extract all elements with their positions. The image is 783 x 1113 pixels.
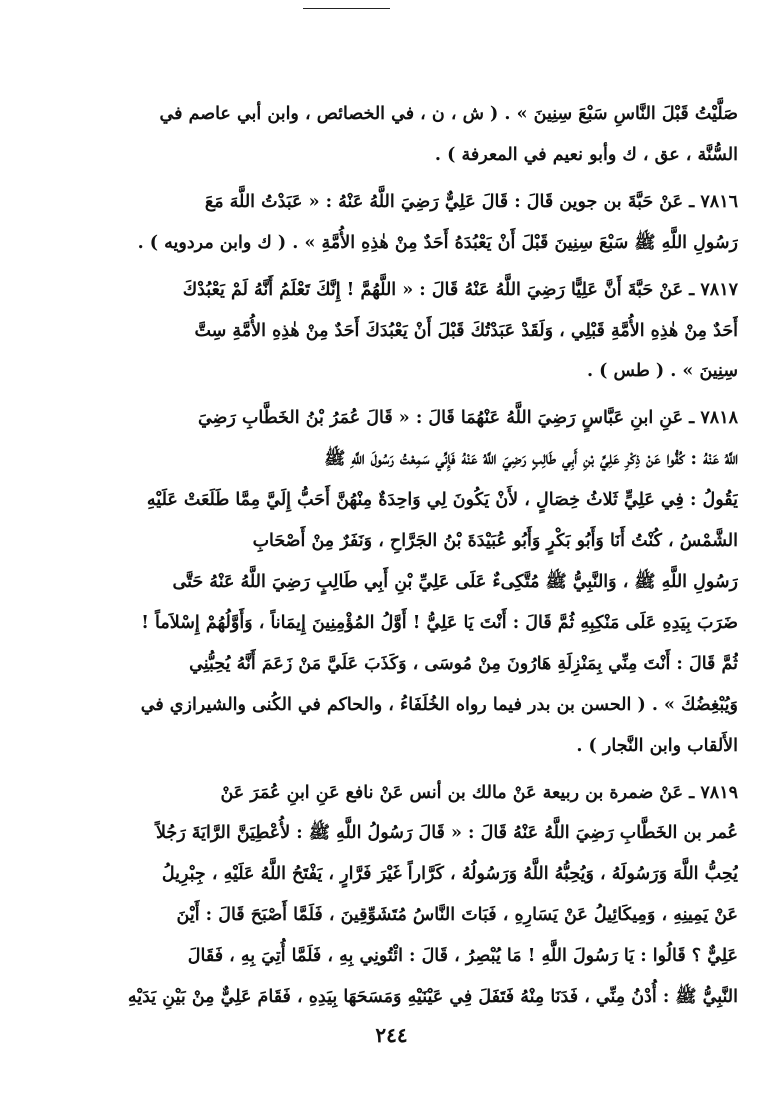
text-line: رَسُولِ اللَّهِ ﷺ سَبْعَ سِنِينَ قَبْلَ أَنْ يَعْبُدَهُ أَحَدٌ مِنْ هٰذِهِ الأُمَّةِ » . ( ك وابن مردويه ) . — [137, 232, 738, 253]
text-line: الشَّمْسُ ، كُنْتُ أَنَا وَأَبُو بَكْرٍ وَأَبُو عُبَيْدَةَ بْنُ الجَرَّاحِ ، وَنَفَرٌ مِنْ أَصْحَابِ — [252, 531, 738, 552]
text-line: يُحِبُّ اللَّهَ وَرَسُولَهُ ، وَيُحِبُّهُ اللَّهُ وَرَسُولُهُ ، كَرَّاراً غَيْرَ فَرَّارٍ ، يَفْتَحُ اللَّهُ عَلَيْهِ ، جِبْرِيلُ — [161, 864, 738, 885]
page-text — [44, 94, 738, 1018]
text-line: سِنِينَ » . ( طس ) . — [586, 361, 738, 382]
hadith-7817 — [44, 270, 738, 393]
text-line: صَلَّيْتُ قَبْلَ النَّاسِ سَبْعَ سِنِينَ » . ( ش ، ن ، في الخصائص ، وابن أبي عاصم في — [159, 104, 738, 124]
text-line: ٧٨١٧ ـ عَنْ حَبَّةَ أَنَّ عَلِيًّا رَضِيَ اللَّهُ عَنْهُ قَالَ : « اللَّهُمَّ ! إِنَّكَ تَعْلَمُ أَنَّهُ لَمْ يَعْبُدْكَ — [182, 279, 738, 300]
hadith-7816 — [44, 182, 738, 264]
text-line: النَّبِيُّ ﷺ : أُدْنُ مِنِّي ، فَدَنَا مِنْهُ فَتَفَلَ فِي عَيْنَيْهِ وَمَسَحَهَا بِيَدِهِ ، فَقَامَ عَلِيٌّ مِنْ بَيْنِ يَدَيْهِ — [127, 987, 738, 1008]
text-line: رَسُولِ اللَّهِ ﷺ ، وَالنَّبِيُّ ﷺ مُتَّكِىءٌ عَلَى عَلِيِّ بْنِ أَبِي طَالِبٍ رَضِيَ اللَّهُ عَنْهُ حَتَّى — [172, 571, 738, 592]
text-line: ٧٨١٦ ـ عَنْ حَبَّةَ بن جوين قَالَ : قَالَ عَلِيٌّ رَضِيَ اللَّهُ عَنْهُ : « عَبَدْتُ اللَّهَ مَعَ — [204, 191, 738, 212]
text-line: أَحَدٌ مِنْ هٰذِهِ الأُمَّةِ قَبْلِي ، وَلَقَدْ عَبَدْتُكَ قَبْلَ أَنْ يَعْبُدَكَ أَحَدٌ مِنْ هٰذِهِ الأُمَّةِ سِتَّ — [194, 320, 738, 341]
text-line: الأَلقاب وابن النَّجار ) . — [576, 735, 738, 756]
hadith-7818 — [44, 398, 738, 766]
text-line: عُمر بن الخَطَّابِ رَضِيَ اللَّهُ عَنْهُ قَالَ : « قَالَ رَسُولُ اللَّهِ ﷺ : لأُعْطِيَنَّ الرَّايَةَ رَجُلاً — [155, 823, 738, 844]
text-line: ثُمَّ قَالَ : أَنْتَ مِنِّي بِمَنْزِلَةِ هَارُونَ مِنْ مُوسَى ، وَكَذَبَ عَلَيَّ مَنْ زَعَمَ أَنَّهُ يُحِبُّنِي — [189, 653, 738, 674]
text-line: اللَّهُ عَنْهُ : كُفُّوا عَنْ ذِكْرِ عَلِيِّ بْنِ أَبِي طَالِبٍ رَضِيَ اللَّهُ عَنْهُ فَإِنِّي سَمِعْتُ رَسُولَ اللَّهِ ﷺ — [324, 449, 738, 470]
hadith-7819 — [44, 773, 738, 1018]
paragraph-continuation — [44, 94, 738, 176]
text-line: ضَرَبَ بِيَدِهِ عَلَى مَنْكِبِهِ ثُمَّ قَالَ : أَنْتَ يَا عَلِيُّ ! أَوَّلُ المُؤْمِنِينَ إِيمَاناً ، وَأَوَّلُهُمْ إِسْلاَماً ! — [141, 612, 738, 633]
text-line: عَنْ يَمِينِهِ ، وَمِيكَائِيلُ عَنْ يَسَارِهِ ، فَبَاتَ النَّاسُ مُتَشَوِّقِينَ ، فَلَمَّا أَصْبَحَ قَالَ : أَيْنَ — [176, 905, 738, 926]
top-rule — [303, 8, 390, 9]
text-line: وَيُبْغِضُكَ » . ( الحسن بن بدر فيما رواه الخُلَفَاءُ ، والحاكم في الكُنى والشيرازي في — [140, 694, 738, 715]
page-number: ٢٤٤ — [375, 1023, 408, 1047]
text-line: عَلِيٌّ ؟ قَالُوا : يَا رَسُولَ اللَّهِ ! مَا يُبْصِرُ ، قَالَ : ائْتُونِي بِهِ ، فَلَمَّا أُتِيَ بِهِ ، فَقَالَ — [187, 946, 738, 967]
text-line: ٧٨١٨ ـ عَنِ ابنِ عَبَّاسٍ رَضِيَ اللَّهُ عَنْهُمَا قَالَ : « قَالَ عُمَرُ بْنُ الخَطَّابِ رَضِيَ — [197, 408, 738, 429]
text-line: يَقُولُ : فِي عَلِيٍّ ثَلاثُ خِصَالٍ ، لأَنْ يَكُونَ لِي وَاحِدَةٌ مِنْهُنَّ أَحَبُّ إِلَيَّ مِمَّا طَلَعَتْ عَلَيْهِ — [146, 490, 738, 511]
text-line: السُّنَّة ، عق ، ك وأبو نعيم في المعرفة ) . — [434, 144, 738, 165]
text-line: ٧٨١٩ ـ عَنْ ضمرة بن ربيعة عَنْ مالك بن أنس عَنْ نافع عَنِ ابنِ عُمَرَ عَنْ — [220, 782, 738, 803]
